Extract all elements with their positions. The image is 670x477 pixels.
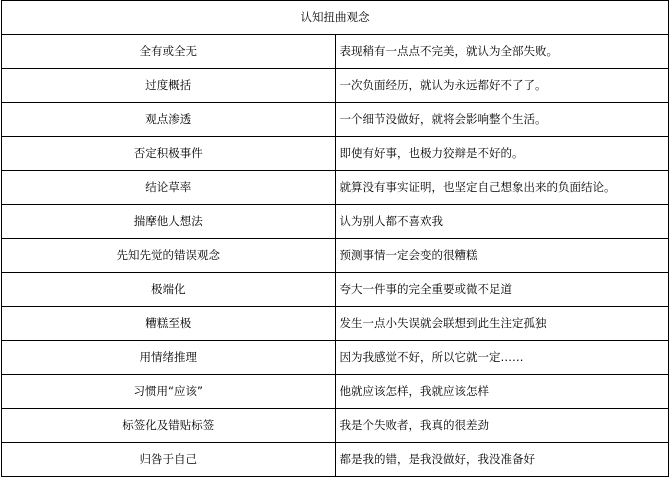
distortion-description: 因为我感觉不好，所以它就一定…… xyxy=(335,341,669,375)
table-row xyxy=(2,307,669,341)
distortion-description: 即使有好事，也极力狡辩是不好的。 xyxy=(335,137,669,171)
distortion-description: 一个细节没做好，就将会影响整个生活。 xyxy=(335,103,669,137)
distortion-name: 归咎于自己 xyxy=(2,443,336,477)
table-row xyxy=(2,341,669,375)
distortion-description: 我是个失败者，我真的很差劲 xyxy=(335,409,669,443)
distortion-name: 极端化 xyxy=(2,273,336,307)
cognitive-distortions-table xyxy=(1,0,669,477)
distortion-name: 标签化及错贴标签 xyxy=(2,409,336,443)
distortion-name: 用情绪推理 xyxy=(2,341,336,375)
distortion-name: 习惯用“应该” xyxy=(2,375,336,409)
distortion-description: 就算没有事实证明，也坚定自己想象出来的负面结论。 xyxy=(335,171,669,205)
distortion-name: 过度概括 xyxy=(2,69,336,103)
table-row xyxy=(2,375,669,409)
distortion-name: 先知先觉的错误观念 xyxy=(2,239,336,273)
table-title-row xyxy=(2,1,669,35)
distortion-name: 否定积极事件 xyxy=(2,137,336,171)
table-row xyxy=(2,171,669,205)
distortion-description: 他就应该怎样，我就应该怎样 xyxy=(335,375,669,409)
distortion-name: 观点渗透 xyxy=(2,103,336,137)
table-row xyxy=(2,273,669,307)
distortion-description: 认为别人都不喜欢我 xyxy=(335,205,669,239)
table-row xyxy=(2,443,669,477)
table-row xyxy=(2,409,669,443)
table-row xyxy=(2,69,669,103)
distortion-description: 夸大一件事的完全重要或微不足道 xyxy=(335,273,669,307)
table-row xyxy=(2,137,669,171)
table-row xyxy=(2,35,669,69)
distortion-description: 表现稍有一点点不完美，就认为全部失败。 xyxy=(335,35,669,69)
distortion-description: 都是我的错，是我没做好，我没准备好 xyxy=(335,443,669,477)
distortion-name: 揣摩他人想法 xyxy=(2,205,336,239)
distortion-description: 一次负面经历，就认为永远都好不了了。 xyxy=(335,69,669,103)
distortion-name: 全有或全无 xyxy=(2,35,336,69)
table-row xyxy=(2,205,669,239)
table-title: 认知扭曲观念 xyxy=(2,1,669,35)
table-row xyxy=(2,103,669,137)
distortion-name: 结论草率 xyxy=(2,171,336,205)
table-row xyxy=(2,239,669,273)
distortion-name: 糟糕至极 xyxy=(2,307,336,341)
distortion-description: 预测事情一定会变的很糟糕 xyxy=(335,239,669,273)
distortion-description: 发生一点小失误就会联想到此生注定孤独 xyxy=(335,307,669,341)
